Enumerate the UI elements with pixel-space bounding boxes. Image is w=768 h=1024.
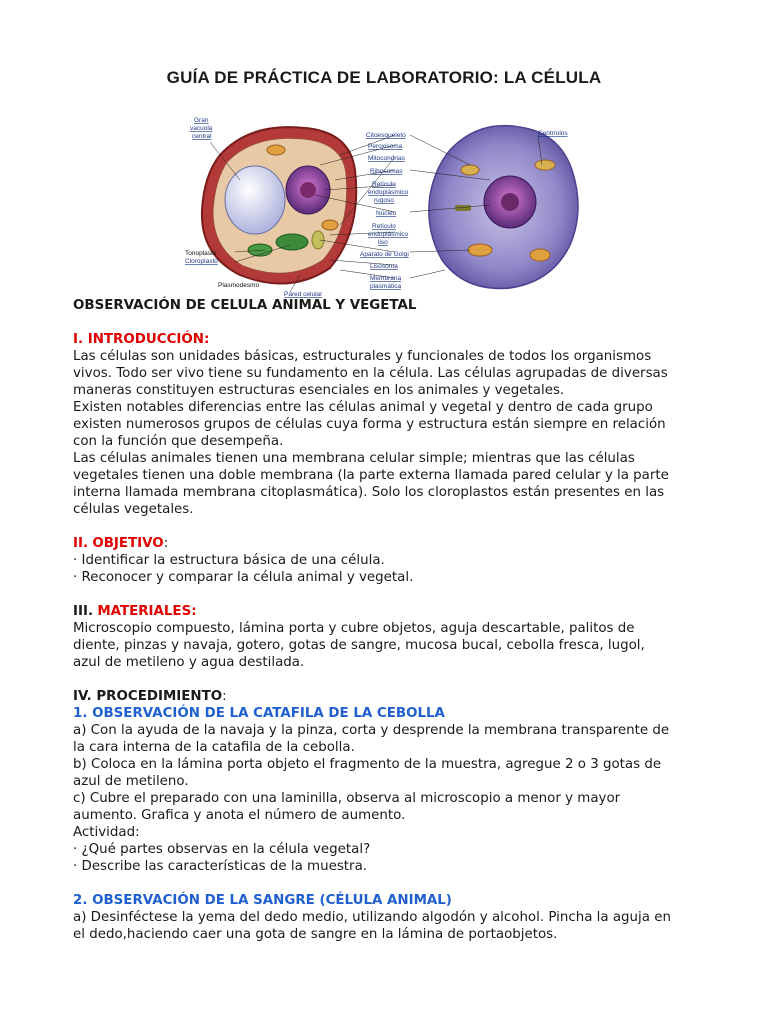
procedimiento-heading (73, 688, 698, 705)
sec1-line: Actividad: (73, 825, 140, 840)
intro-line: interna llamada membrana citoplasmática). Solo los cloroplastos están presentes en las (73, 485, 665, 500)
materiales-heading (73, 603, 698, 620)
intro-line: vegetales tienen una doble membrana (la parte externa llamada pared celular y la parte (73, 468, 669, 483)
materiales-line: Microscopio compuesto, lámina porta y cubre objetos, aguja descartable, palitos de (73, 621, 635, 636)
intro-line: Las células animales tienen una membrana celular simple; mientras que las células (73, 451, 635, 466)
label-membrana-1: Membrana (370, 275, 402, 282)
procedimiento-colon: : (222, 689, 227, 704)
label-centriolos: Centríolos (538, 130, 568, 137)
intro-line: maneras constituyen estructuras esenciales en los animales y vegetales. (73, 383, 565, 398)
intro-line: existen numerosos grupos de células cuya forma y estructura están siempre en relación (73, 417, 666, 432)
sec1-line: aumento. Grafica y anota el número de aumento. (73, 808, 406, 823)
label-mitocondrias: Mitocondrias (368, 155, 405, 162)
materiales-line: azul de metileno y agua destilada. (73, 655, 305, 670)
label-ribosomas: Ribosomas (370, 168, 403, 175)
label-gran-vacuola-3: central (192, 133, 212, 140)
label-gran-vacuola-2: vacuola (190, 125, 213, 132)
label-tonoplasto: Tonoplasto (185, 250, 217, 257)
cell-diagram-figure (180, 110, 610, 300)
sec1-title: 1. OBSERVACIÓN DE LA CATAFILA DE LA CEBOLLA (73, 706, 445, 721)
sec1-line: · Describe las características de la muestra. (73, 859, 368, 874)
intro-heading: I. INTRODUCCIÓN: (73, 332, 210, 347)
document-body (73, 297, 698, 943)
objetivo-item: · Identificar la estructura básica de una célula. (73, 553, 385, 568)
materiales-num: III. (73, 604, 94, 619)
label-ret-rugoso-1: Retículo (372, 181, 396, 188)
sec2-line: el dedo,haciendo caer una gota de sangre en la lámina de portaobjetos. (73, 927, 558, 942)
animal-cell-illustration (429, 126, 578, 289)
objetivo-colon: : (163, 536, 169, 551)
sec1-line: a) Con la ayuda de la navaja y la pinza, corta y desprende la membrana transparente de (73, 723, 670, 738)
materiales-word: MATERIALES: (97, 604, 197, 619)
label-pared-celular: Pared celular (284, 291, 323, 298)
vacuole-icon (225, 166, 285, 234)
label-ret-liso-1: Retículo (372, 223, 396, 230)
label-plasmodesmo: Plasmodesmo (218, 282, 260, 289)
procedimiento-heading-text: IV. PROCEDIMIENTO (73, 689, 223, 704)
label-nucleo: Núcleo (376, 210, 397, 217)
label-membrana-2: plasmática (370, 283, 402, 290)
materiales-line: diente, pinzas y navaja, gotero, gotas de sangre, mucosa bucal, cebolla fresca, lugol, (73, 638, 645, 653)
section-subtitle: OBSERVACIÓN DE CELULA ANIMAL Y VEGETAL (73, 298, 417, 313)
sec1-line: la cara interna de la catafila de la cebolla. (73, 740, 355, 755)
objetivo-num: II. (73, 536, 89, 551)
page-title: GUÍA DE PRÁCTICA DE LABORATORIO: LA CÉLULA (166, 68, 602, 87)
label-ret-liso-2: endoplásmico (368, 231, 409, 238)
sec2-line: a) Desinféctese la yema del dedo medio, utilizando algodón y alcohol. Pincha la aguja en (73, 910, 671, 925)
label-golgi: Aparato de Golgi (360, 251, 409, 258)
intro-line: vivos. Todo ser vivo tiene su fundamento en la célula. Las células agrupadas de diversas (73, 366, 668, 381)
intro-line: con la función que desempeña. (73, 434, 284, 449)
objetivo-heading (73, 535, 698, 552)
intro-line: Existen notables diferencias entre las células animal y vegetal y dentro de cada grupo (73, 400, 653, 415)
label-ret-rugoso-3: rugoso (374, 197, 394, 204)
label-gran-vacuola-1: Gran (194, 117, 209, 124)
label-ret-liso-3: liso (378, 239, 388, 246)
sec1-line: azul de metileno. (73, 774, 189, 789)
label-lisosoma: Lisosoma (370, 263, 398, 270)
cell-diagram (180, 110, 610, 300)
sec1-line: c) Cubre el preparado con una laminilla, observa al microscopio a menor y mayor (73, 791, 621, 806)
label-peroxisoma: Peroxisoma (368, 143, 403, 150)
sec1-line: · ¿Qué partes observas en la célula vegetal? (73, 842, 371, 857)
label-cloroplasto: Cloroplasto (185, 258, 218, 265)
objetivo-word: OBJETIVO (92, 536, 164, 551)
sec1-line: b) Coloca en la lámina porta objeto el fragmento de la muestra, agregue 2 o 3 gotas de (73, 757, 662, 772)
label-ret-rugoso-2: endoplásmico (368, 189, 409, 196)
intro-line: células vegetales. (73, 502, 194, 517)
intro-line: Las células son unidades básicas, estructurales y funcionales de todos los organismos (73, 349, 652, 364)
objetivo-item: · Reconocer y comparar la célula animal y vegetal. (73, 570, 414, 585)
sec2-title: 2. OBSERVACIÓN DE LA SANGRE (CÉLULA ANIMAL) (73, 893, 452, 908)
label-citoesqueleto: Citoesqueleto (366, 132, 406, 139)
